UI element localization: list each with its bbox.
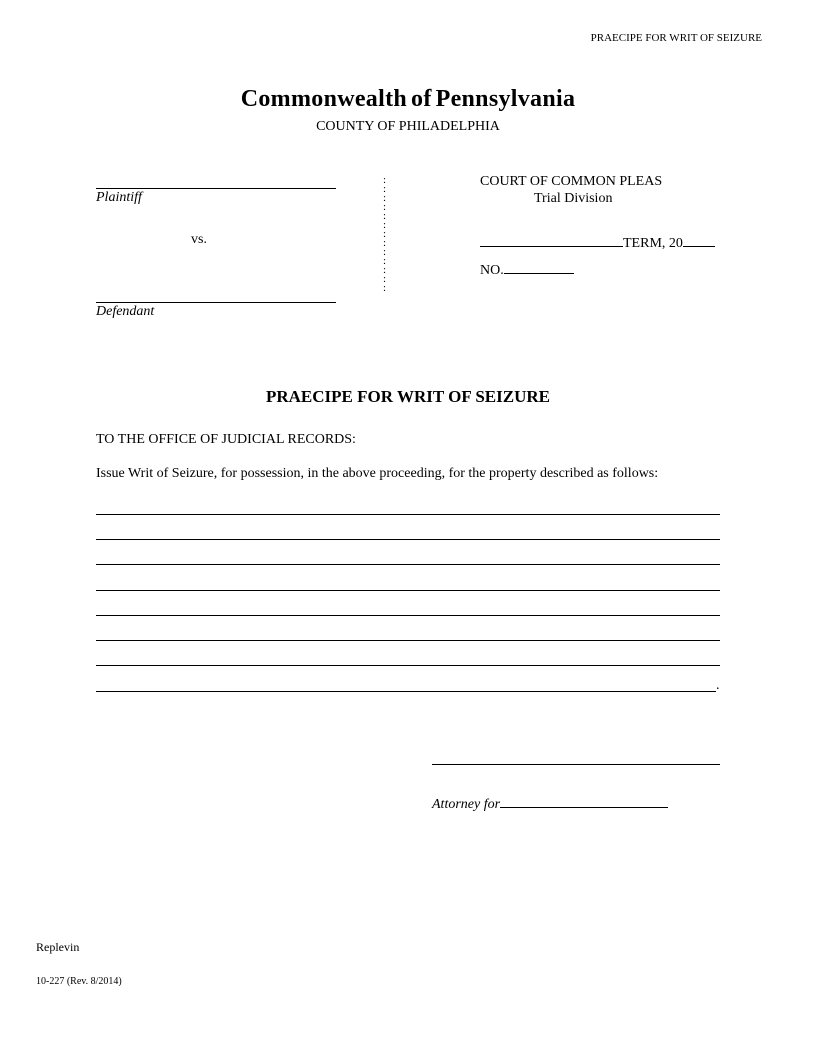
addressee: TO THE OFFICE OF JUDICIAL RECORDS: — [96, 432, 356, 447]
court-name: COURT OF COMMON PLEAS — [480, 174, 663, 189]
property-line[interactable] — [96, 514, 720, 515]
attorney-label: Attorney for — [432, 797, 501, 812]
case-type: Replevin — [36, 940, 80, 954]
number-field — [480, 259, 574, 279]
property-line[interactable] — [96, 691, 716, 692]
property-line[interactable] — [96, 590, 720, 591]
year-blank[interactable] — [683, 232, 715, 247]
defendant-label: Defendant — [96, 304, 155, 319]
document-title: PRAECIPE FOR WRIT OF SEIZURE — [265, 387, 550, 406]
plaintiff-label: Plaintiff — [96, 190, 142, 205]
county-name: COUNTY OF PHILADELPHIA — [316, 119, 500, 134]
of-text: of — [411, 86, 432, 112]
attorney-blank[interactable] — [500, 793, 668, 808]
number-blank[interactable] — [504, 259, 574, 274]
signature-line[interactable] — [432, 764, 720, 765]
form-number: 10-227 (Rev. 8/2014) — [36, 976, 122, 987]
term-blank[interactable] — [480, 232, 623, 247]
defendant-line[interactable] — [96, 302, 336, 303]
commonwealth-text: Commonwealth — [240, 86, 408, 112]
term-field — [480, 232, 715, 252]
plaintiff-line[interactable] — [96, 188, 336, 189]
body-text: Issue Writ of Seizure, for possession, in the above proceeding, for the property described as follows: — [96, 466, 659, 481]
caption-separator: : : : : : : : : : : : : : — [383, 174, 387, 294]
attorney-field — [432, 793, 668, 813]
term-label: TERM, 20 — [623, 236, 683, 251]
property-period: . — [716, 678, 720, 693]
property-line[interactable] — [96, 640, 720, 641]
division-name: Trial Division — [534, 191, 613, 206]
property-line[interactable] — [96, 539, 720, 540]
property-line[interactable] — [96, 615, 720, 616]
number-label: NO. — [480, 263, 504, 278]
property-line[interactable] — [96, 665, 720, 666]
running-header: PRAECIPE FOR WRIT OF SEIZURE — [590, 32, 762, 44]
state-text: Pennsylvania — [435, 86, 576, 112]
court-heading — [0, 86, 816, 113]
versus-text: vs. — [191, 232, 207, 247]
property-line[interactable] — [96, 564, 720, 565]
